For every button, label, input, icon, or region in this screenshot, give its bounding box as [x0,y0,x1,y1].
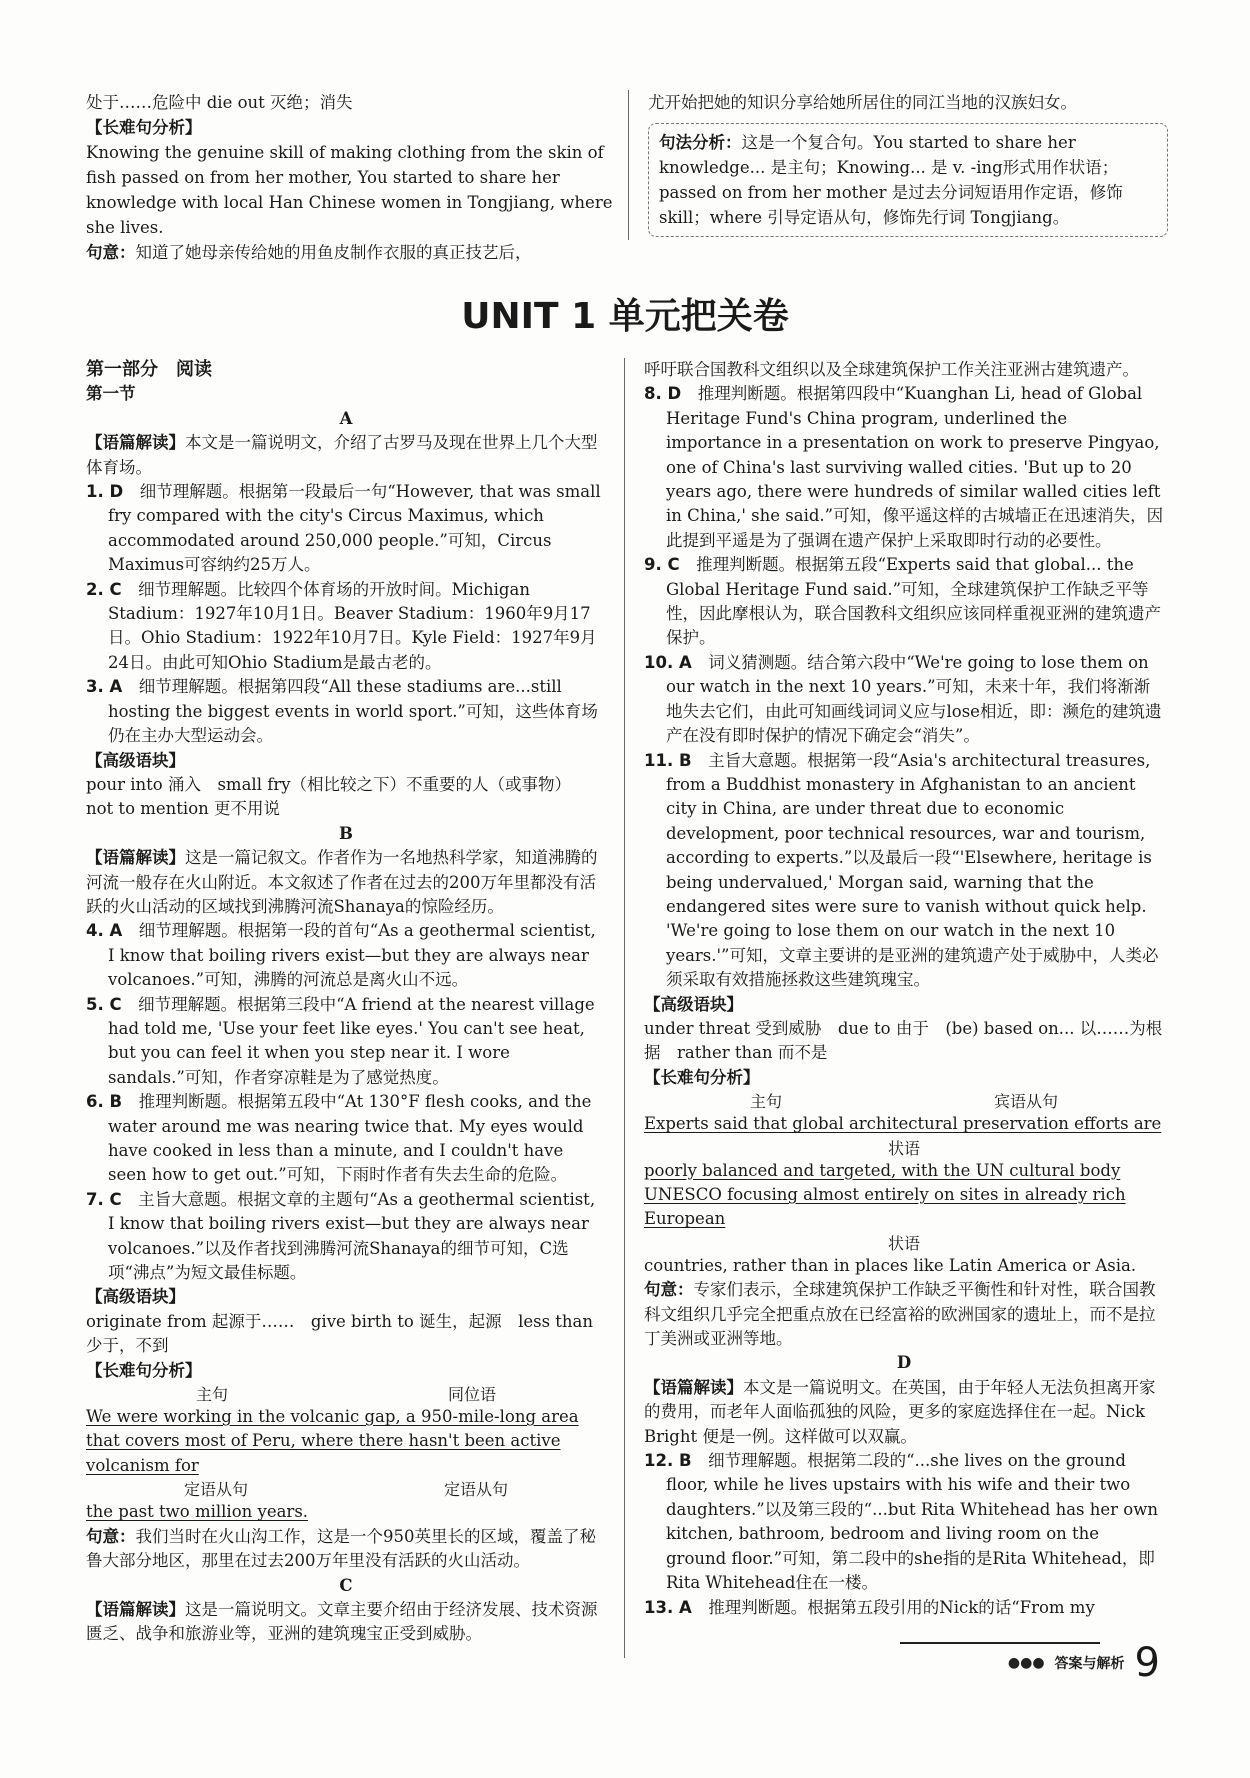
answer-text: 词义猜测题。结合第六段中“We're going to lose them on our watch in the next 10 years.”可知，未来十年，我们将渐渐地失去它们，由此可知画线词词义应与lose相近，即：濒危的建筑遗产在没有即时保护的情况下确定会“消失”。 [666,652,1162,746]
answer-text: 主旨大意题。根据第一段“Asia's architectural treasures, from a Buddhist monastery in Afghanistan to an ancient city in China, are under threat due to economic development, poor technical resources, war and tourism, according to experts.”以及最后一段“'Elsewhere, heritage is being undervalued,' Morgan said, warning that the endangered sites were sure to vanish without quick help. 'We're going to lose them on our watch in the next 10 years.'”可知，文章主要讲的是亚洲的建筑遗产处于威胁中，人类必须采取有效措施拯救这些建筑瑰宝。 [666,750,1159,990]
intro-text: 这是一篇说明文。文章主要介绍由于经济发展、技术资源匮乏、战争和旅游业等，亚洲的建筑瑰宝正受到威胁。 [86,1599,598,1644]
annotated-sentence: Experts said that global architectural preservation efforts are [644,1114,1162,1134]
passage-c-intro [86,1598,606,1647]
intro-tag: 【语篇解读】 [86,848,185,868]
answer-number: 3. A [86,677,123,697]
answer-text: 推理判断题。根据第五段引用的Nick的话“From my [691,1597,1095,1617]
answer-number: 1. D [86,482,124,502]
answer-10 [644,651,1164,749]
answer-number: 7. C [86,1189,122,1209]
answer-text: 主旨大意题。根据文章的主题句“As a geothermal scientist, I know that boiling rivers exist—but they are always near volcanoes.”以及作者找到沸腾河流Shanaya的细节可知，C选项“沸点”为短文最佳标题。 [108,1189,596,1283]
meaning-continued: 尤开始把她的知识分享给她所居住的同江当地的汉族妇女。 [648,93,1077,112]
part-heading: 第一部分 阅读 [86,359,212,380]
vocab-list: under threat 受到威胁 due to 由于 (be) based on... 以……为根据 rather than 而不是 [644,1018,1163,1063]
answer-number: 4. A [86,921,123,941]
annotated-sentence: the past two million years. [86,1502,309,1522]
answer-number: 13. A [644,1597,692,1617]
meaning-label: 句意： [86,243,136,262]
annotation-object-clause: 宾语从句 [993,1092,1058,1112]
intro-text: 本文是一篇说明文，介绍了古罗马及现在世界上几个大型体育场。 [86,433,598,477]
annotation-adverbial: 状语 [887,1138,920,1158]
passage-d-intro [644,1376,1164,1449]
meaning-label: 句意： [644,1280,694,1300]
intro-text: 本文是一篇说明文。在英国，由于年轻人无法负担离开家的费用，而老年人面临孤独的风险，更多的家庭选择住在一起。Nick Bright 便是一例。这样做可以双赢。 [644,1377,1156,1446]
annotation-adverbial: 状语 [887,1233,920,1253]
passage-c-label: C [339,1575,353,1595]
answer-number: 11. B [644,750,692,770]
answer-text: 细节理解题。根据第二段的“...she lives on the ground floor, while he lives upstairs with his wife and their two daughters.”以及第三段的“...but Rita Whitehead has her own kitchen, bathroom, bedroom and living room on the ground floor.”可知，第二段中的she指的是Rita Whitehead，即Rita Whitehead住在一楼。 [666,1451,1158,1593]
long-sentence-heading: 【长难句分析】 [86,1360,202,1380]
annotation-row [644,1092,1164,1112]
answer-2 [86,578,606,676]
answer-text: 细节理解题。根据第四段“All these stadiums are...still hosting the biggest events in world sport.”可知，这些体育场仍在主办大型运动会。 [108,677,598,746]
answer-text: 细节理解题。比较四个体育场的开放时间。Michigan Stadium：1927年10月1日。Beaver Stadium：1960年9月17日。Ohio Stadium：1922年10月7日。Kyle Field：1927年9月24日。由此可知Ohio Stadium是最古老的。 [108,579,597,672]
intro-text: 这是一篇记叙文。作者作为一名地热科学家，知道沸腾的河流一般存在火山附近。本文叙述了作者在过去的200万年里都没有活跃的火山活动的区域找到沸腾河流Shanaya的惊险经历。 [86,848,598,916]
long-sentence-heading: 【长难句分析】 [86,118,202,137]
annotation-row [86,1385,606,1405]
annotation-attributive: 定语从句 [183,1480,248,1500]
page-number: 9 [1134,1640,1160,1686]
annotated-sentence: We were working in the volcanic gap, a 950-mile-long area that covers most of Peru, where there hasn't been active volcanism for [86,1407,579,1475]
answer-7 [86,1188,606,1286]
answer-number: 8. D [644,384,682,404]
vocab-heading: 【高级语块】 [644,994,743,1014]
annotation-attributive: 定语从句 [443,1480,508,1500]
meaning-text: 我们当时在火山沟工作，这是一个950英里长的区域，覆盖了秘鲁大部分地区，那里在过去200万年里没有活跃的火山活动。 [86,1526,596,1571]
syntax-analysis-text: 这是一个复合句。You started to share her knowledge... 是主句；Knowing... 是 v. -ing形式用作状语；passed on from her mother 是过去分词短语用作定语，修饰skill；where 引导定语从句，修饰先行词 Tongjiang。 [659,133,1123,227]
footer-dots: ●●● [1007,1655,1045,1671]
answer-text: 细节理解题。根据第一段的首句“As a geothermal scientist, I know that boiling rivers exist—but they are always near volcanoes.”可知，沸腾的河流总是离火山不远。 [108,921,596,990]
answer-number: 10. A [644,652,692,672]
answer-text: 推理判断题。根据第五段中“At 130°F flesh cooks, and the water around me was nearing twice that. My eyes would have cooked in less than a minute, and I couldn't have seen how to get out.”可知，下雨时作者有失去生命的危险。 [108,1092,592,1185]
column-divider [624,358,625,1658]
annotated-sentence: countries, rather than in places like Latin America or Asia. [644,1255,1137,1275]
annotated-sentence: poorly balanced and targeted, with the UN cultural body UNESCO focusing almost entirely on sites in already rich European [644,1160,1126,1229]
sentence-meaning [86,1525,606,1574]
unit-title: UNIT 1 单元把关卷 [461,296,789,337]
annotation-main-clause: 主句 [195,1385,228,1405]
long-sentence-heading: 【长难句分析】 [644,1067,760,1087]
annotation-row [644,1139,1164,1159]
syntax-analysis-box [648,123,1168,237]
vocab-line: 处于……危险中 die out 灭绝；消失 [86,93,353,112]
intro-tag: 【语篇解读】 [86,1599,185,1619]
right-column [644,358,1164,1620]
answer-number: 12. B [644,1451,692,1471]
answer-text: 细节理解题。根据第三段中“A friend at the nearest village had told me, 'Use your feet like eyes.' You can't see heat, but you can feel it when you step near it. I wore sandals.”可知，作者穿凉鞋是为了感觉热度。 [108,994,595,1087]
vocab-list: originate from 起源于…… give birth to 诞生，起源 less than 少于，不到 [86,1311,594,1356]
meaning-text: 专家们表示，全球建筑保护工作缺乏平衡性和针对性，联合国教科文组织几乎完全把重点放在已经富裕的欧洲国家的遗址上，而不是拉丁美洲或亚洲等地。 [644,1280,1156,1349]
answer-1 [86,480,606,578]
sentence-meaning [86,240,626,265]
answer-text: 细节理解题。根据第一段最后一句“However, that was small fry compared with the city's Circus Maximus, which accommodated around 250,000 people.”可知，Circus Maximus可容纳约25万人。 [108,482,601,575]
answer-text: 推理判断题。根据第五段“Experts said that global... the Global Heritage Fund said.”可知，全球建筑保护工作缺乏平等性，因此摩根认为，联合国教科文组织应该同样重视亚洲的建筑遗产保护。 [666,555,1161,648]
vocab-heading: 【高级语块】 [86,1287,185,1307]
passage-b-label: B [339,823,353,843]
vocab-heading: 【高级语块】 [86,750,185,770]
syntax-analysis-label: 句法分析： [659,133,742,152]
answer-6 [86,1090,606,1188]
answer-11 [644,749,1164,993]
top-right-column [648,90,1168,237]
footer-label: 答案与解析 [1054,1656,1125,1672]
answer-number: 9. C [644,555,680,575]
annotation-main-clause: 主句 [749,1092,782,1112]
vocab-list: pour into 涌入 small fry（相比较之下）不重要的人（或事物） not to mention 更不用说 [86,774,580,819]
answer-13 [644,1596,1164,1620]
meaning-label: 句意： [86,1526,136,1546]
answer-8 [644,382,1164,553]
passage-d-label: D [896,1353,912,1373]
answer-number: 2. C [86,579,122,599]
passage-a-label: A [339,408,353,428]
answer-text: 推理判断题。根据第四段中“Kuanghan Li, head of Global Heritage Fund's China program, underlined the importance in a presentation on work to preserve Pingyao, one of China's last surviving walled cities. 'But up to 20 years ago, there were hundreds of similar walled cities left in China,' she said.”可知，像平遥这样的古城墙正在迅速消失，因此提到平遥是为了强调在遗产保护上采取即时行动的必要性。 [666,384,1164,550]
intro-tag: 【语篇解读】 [644,1377,743,1397]
top-left-column [86,90,626,265]
left-column [86,358,606,1647]
answer-number: 6. B [86,1092,123,1112]
intro-tag: 【语篇解读】 [86,433,185,453]
answer-number: 5. C [86,994,122,1014]
page-footer [1008,1640,1160,1686]
annotation-row [86,1480,606,1500]
passage-c-intro-continued: 呼吁联合国教科文组织以及全球建筑保护工作关注亚洲古建筑遗产。 [644,360,1139,379]
sentence-meaning [644,1278,1164,1351]
answer-4 [86,919,606,992]
passage-b-intro [86,846,606,919]
long-sentence: Knowing the genuine skill of making clothing from the skin of fish passed on from her mother, You started to share her knowledge with local Han Chinese women in Tongjiang, where she lives. [86,143,613,237]
passage-a-intro [86,431,606,480]
top-column-divider [628,90,629,240]
answer-12 [644,1449,1164,1595]
annotation-row [644,1234,1164,1254]
section-heading: 第一节 [86,384,136,404]
answer-3 [86,675,606,748]
meaning-text: 知道了她母亲传给她的用鱼皮制作衣服的真正技艺后， [135,243,532,262]
answer-9 [644,553,1164,651]
annotation-appositive: 同位语 [447,1385,496,1405]
answer-5 [86,993,606,1091]
